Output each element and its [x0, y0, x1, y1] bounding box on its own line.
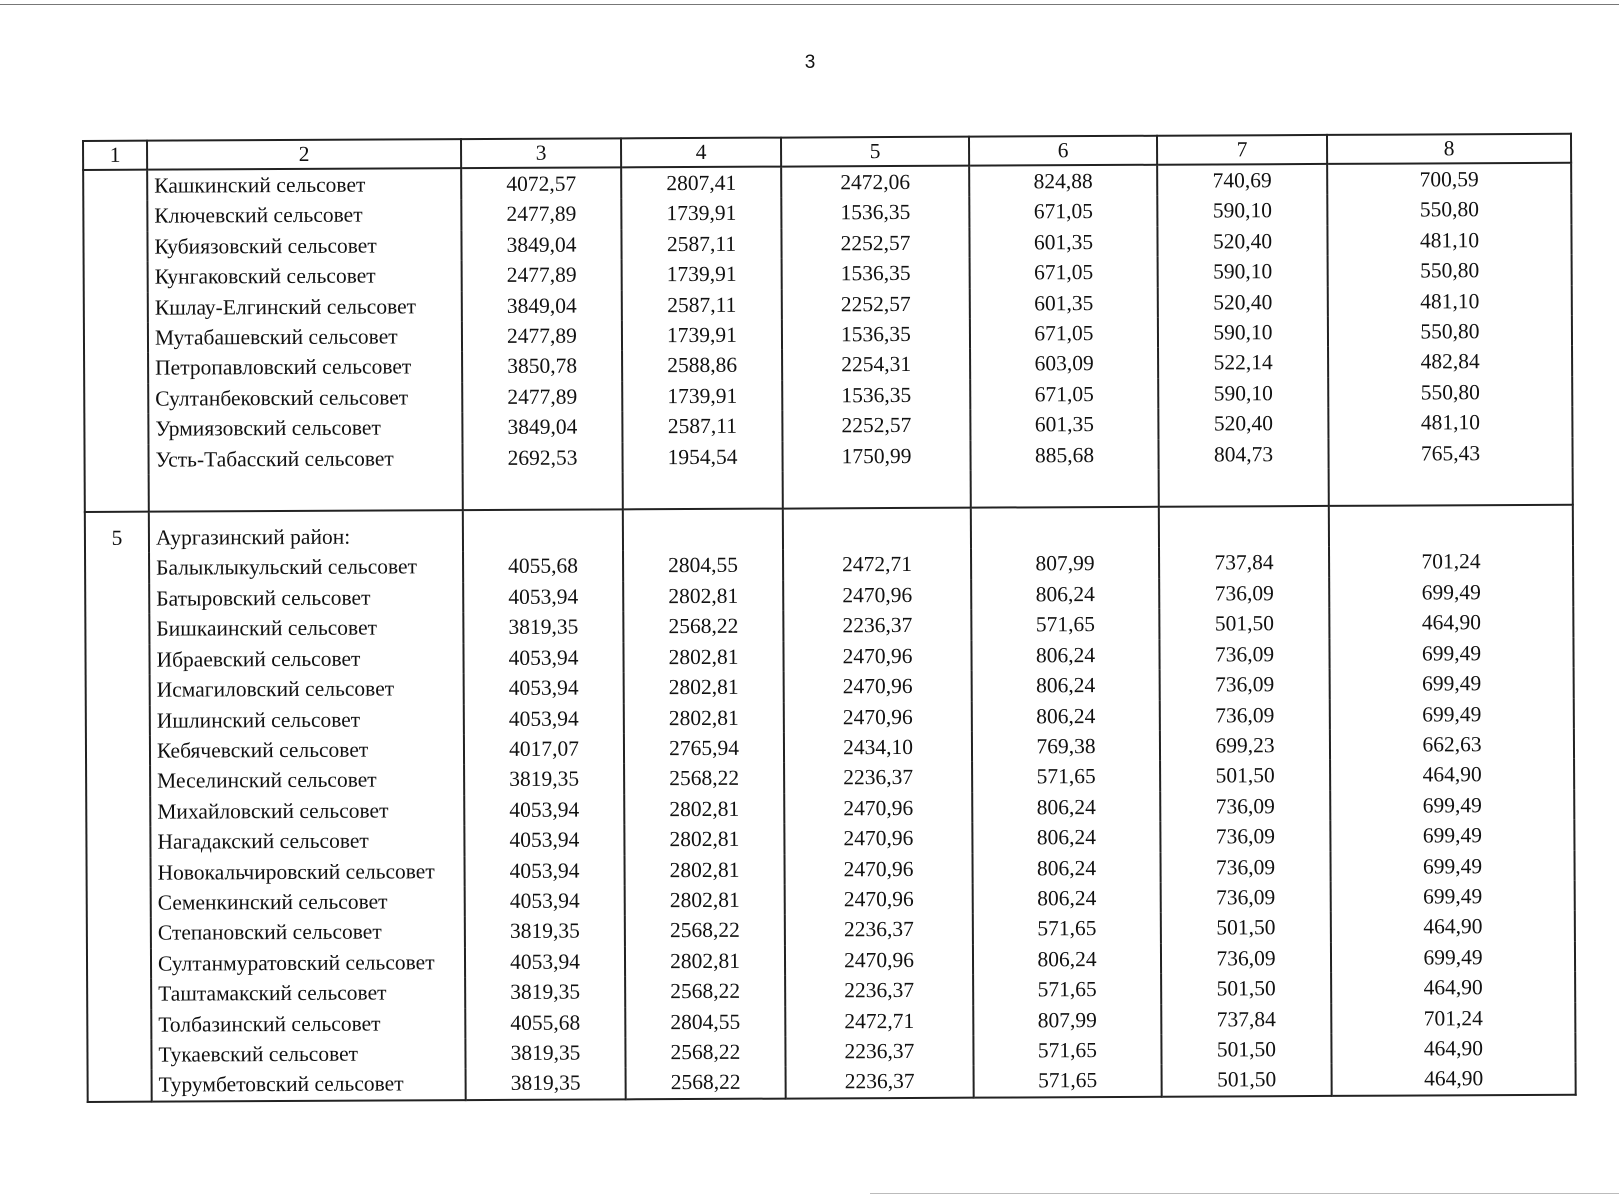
value-cell: 2252,57 — [782, 288, 970, 319]
value-cell: 736,09 — [1161, 943, 1331, 974]
value-cell: 2802,81 — [624, 824, 784, 855]
value-cell: 700,59 — [1327, 163, 1571, 196]
value-cell: 1954,54 — [622, 441, 782, 472]
row-number-cell — [83, 231, 147, 262]
value-cell: 2477,89 — [461, 199, 621, 230]
table-row — [88, 1063, 1576, 1102]
row-number-cell: 5 — [85, 512, 149, 554]
value-cell: 571,65 — [973, 974, 1161, 1005]
value-cell: 522,14 — [1158, 347, 1328, 378]
value-cell: 1739,91 — [621, 198, 781, 229]
row-number-cell — [86, 736, 150, 767]
value-cell: 2236,37 — [783, 610, 971, 641]
value-cell: 2470,96 — [785, 884, 973, 915]
value-cell: 699,49 — [1329, 577, 1573, 609]
row-number-cell — [85, 475, 149, 512]
value-cell: 2470,96 — [783, 640, 971, 671]
value-cell — [783, 508, 971, 550]
row-number-cell — [88, 1070, 152, 1102]
value-cell: 550,80 — [1327, 194, 1571, 226]
tariff-table — [82, 133, 1577, 1103]
value-cell: 501,50 — [1161, 912, 1331, 943]
scan-bottom-line — [870, 1193, 1619, 1194]
value-cell: 2254,31 — [782, 349, 970, 380]
value-cell: 520,40 — [1158, 287, 1328, 318]
value-cell: 3849,04 — [462, 412, 622, 443]
row-number-cell — [84, 262, 148, 293]
value-cell: 806,24 — [972, 822, 1160, 853]
value-cell: 2568,22 — [623, 611, 783, 642]
value-cell: 804,73 — [1158, 439, 1328, 470]
value-cell: 3849,04 — [462, 290, 622, 321]
value-cell: 2587,11 — [622, 411, 782, 442]
row-number-cell — [87, 888, 151, 919]
value-cell: 482,84 — [1328, 346, 1572, 378]
value-cell: 4017,07 — [464, 733, 624, 764]
value-cell: 2568,22 — [625, 1037, 785, 1068]
value-cell: 806,24 — [972, 670, 1160, 701]
settlement-name-cell — [149, 473, 463, 512]
header-cell: 7 — [1157, 135, 1327, 165]
value-cell: 736,09 — [1160, 851, 1330, 882]
section-1 — [83, 163, 1573, 512]
value-cell — [1159, 469, 1329, 507]
value-cell — [623, 472, 783, 510]
value-cell: 2587,11 — [622, 289, 782, 320]
value-cell: 571,65 — [974, 1065, 1162, 1097]
value-cell: 481,10 — [1328, 407, 1572, 439]
value-cell: 2472,06 — [781, 166, 969, 198]
value-cell: 603,09 — [970, 348, 1158, 379]
value-cell: 2472,71 — [785, 1005, 973, 1036]
row-number-cell — [85, 644, 149, 675]
value-cell: 671,05 — [970, 318, 1158, 349]
section-2 — [85, 505, 1576, 1102]
settlement-name-cell: Степановский сельсовет — [151, 916, 465, 948]
value-cell: 806,24 — [972, 700, 1160, 731]
row-number-cell — [86, 675, 150, 706]
value-cell: 807,99 — [973, 1004, 1161, 1035]
row-number-cell — [86, 827, 150, 858]
value-cell: 501,50 — [1161, 973, 1331, 1004]
settlement-name-cell: Урмиязовский сельсовет — [148, 412, 462, 444]
settlement-name-cell: Ибраевский сельсовет — [149, 643, 463, 675]
value-cell — [971, 507, 1159, 549]
value-cell: 736,09 — [1159, 578, 1329, 609]
settlement-name-cell: Нагадакский сельсовет — [150, 825, 464, 857]
settlement-name-cell: Батыровский сельсовет — [149, 582, 463, 614]
settlement-name-cell: Меселинский сельсовет — [150, 764, 464, 796]
value-cell: 2568,22 — [626, 1067, 786, 1099]
row-number-cell — [83, 201, 147, 232]
value-cell: 2802,81 — [625, 854, 785, 885]
value-cell: 4055,68 — [465, 1007, 625, 1038]
value-cell: 2568,22 — [624, 763, 784, 794]
row-number-cell — [86, 796, 150, 827]
settlement-name-cell: Петропавловский сельсовет — [148, 352, 462, 384]
header-cell: 1 — [83, 141, 147, 170]
value-cell: 3850,78 — [462, 351, 622, 382]
row-number-cell — [84, 323, 148, 354]
settlement-name-cell: Мутабашевский сельсовет — [148, 321, 462, 353]
value-cell: 2434,10 — [784, 732, 972, 763]
value-cell: 2252,57 — [781, 227, 969, 258]
value-cell — [1159, 506, 1329, 548]
value-cell: 4072,57 — [461, 167, 621, 199]
value-cell: 824,88 — [969, 165, 1157, 197]
value-cell: 571,65 — [971, 609, 1159, 640]
row-number-cell — [87, 857, 151, 888]
value-cell: 4053,94 — [464, 824, 624, 855]
settlement-name-cell: Усть-Табасский сельсовет — [148, 443, 462, 475]
header-cell: 2 — [147, 139, 461, 170]
value-cell: 4053,94 — [465, 885, 625, 916]
value-cell: 601,35 — [969, 227, 1157, 258]
value-cell: 1536,35 — [782, 319, 970, 350]
settlement-name-cell: Аургазинский район: — [149, 510, 463, 553]
value-cell: 2236,37 — [785, 1036, 973, 1067]
value-cell: 2802,81 — [623, 580, 783, 611]
value-cell: 2765,94 — [624, 732, 784, 763]
value-cell: 2470,96 — [784, 671, 972, 702]
value-cell: 2470,96 — [784, 701, 972, 732]
settlement-name-cell: Семенкинский сельсовет — [151, 886, 465, 918]
value-cell: 4053,94 — [465, 855, 625, 886]
value-cell: 765,43 — [1328, 437, 1572, 469]
value-cell: 1750,99 — [782, 440, 970, 471]
value-cell: 464,90 — [1331, 911, 1575, 943]
row-number-cell — [87, 1040, 151, 1071]
value-cell: 571,65 — [973, 1035, 1161, 1066]
value-cell: 2470,96 — [784, 792, 972, 823]
value-cell: 2236,37 — [785, 914, 973, 945]
row-number-cell — [84, 414, 148, 445]
value-cell: 2587,11 — [621, 228, 781, 259]
value-cell: 2568,22 — [625, 976, 785, 1007]
settlement-name-cell: Кебячевский сельсовет — [150, 734, 464, 766]
value-cell — [463, 472, 623, 510]
value-cell: 4053,94 — [463, 581, 623, 612]
header-cell: 6 — [969, 136, 1157, 166]
value-cell: 3819,35 — [464, 764, 624, 795]
value-cell: 501,50 — [1160, 760, 1330, 791]
value-cell: 2470,96 — [784, 823, 972, 854]
value-cell: 3819,35 — [466, 1068, 626, 1100]
value-cell: 2804,55 — [623, 550, 783, 581]
value-cell: 736,09 — [1160, 821, 1330, 852]
row-number-cell — [83, 170, 147, 202]
value-cell: 699,49 — [1329, 637, 1573, 669]
value-cell: 806,24 — [972, 852, 1160, 883]
value-cell: 699,23 — [1160, 730, 1330, 761]
row-number-cell — [85, 584, 149, 615]
value-cell: 590,10 — [1158, 317, 1328, 348]
value-cell — [1329, 505, 1573, 548]
value-cell: 2472,71 — [783, 549, 971, 580]
value-cell: 2802,81 — [624, 672, 784, 703]
value-cell: 571,65 — [973, 913, 1161, 944]
value-cell: 1536,35 — [781, 197, 969, 228]
value-cell: 2802,81 — [625, 945, 785, 976]
value-cell: 2236,37 — [786, 1066, 974, 1098]
row-number-cell — [84, 444, 148, 475]
settlement-name-cell: Толбазинский сельсовет — [151, 1008, 465, 1040]
row-number-cell — [86, 705, 150, 736]
settlement-name-cell: Кшлау-Елгинский сельсовет — [148, 291, 462, 323]
value-cell: 464,90 — [1329, 607, 1573, 639]
value-cell: 520,40 — [1157, 226, 1327, 257]
settlement-name-cell: Исмагиловский сельсовет — [150, 673, 464, 705]
value-cell — [971, 470, 1159, 508]
value-cell: 806,24 — [971, 639, 1159, 670]
value-cell: 806,24 — [972, 791, 1160, 822]
settlement-name-cell: Ишлинский сельсовет — [150, 704, 464, 736]
settlement-name-cell: Турумбетовский сельсовет — [152, 1069, 466, 1102]
header-cell: 4 — [621, 138, 781, 168]
value-cell: 2252,57 — [782, 410, 970, 441]
value-cell: 4053,94 — [464, 703, 624, 734]
value-cell: 1536,35 — [782, 258, 970, 289]
value-cell — [783, 471, 971, 509]
value-cell: 806,24 — [971, 579, 1159, 610]
value-cell: 885,68 — [970, 439, 1158, 470]
value-cell: 1739,91 — [622, 259, 782, 290]
value-cell: 671,05 — [970, 257, 1158, 288]
settlement-name-cell: Бишкаинский сельсовет — [149, 612, 463, 644]
value-cell: 2802,81 — [624, 702, 784, 733]
value-cell: 481,10 — [1328, 285, 1572, 317]
row-number-cell — [87, 979, 151, 1010]
value-cell: 737,84 — [1159, 547, 1329, 578]
value-cell: 2807,41 — [621, 167, 781, 199]
value-cell: 464,90 — [1331, 972, 1575, 1004]
value-cell: 4055,68 — [463, 551, 623, 582]
row-number-cell — [87, 948, 151, 979]
value-cell: 2692,53 — [462, 442, 622, 473]
value-cell: 550,80 — [1328, 316, 1572, 348]
row-number-cell — [85, 614, 149, 645]
value-cell: 2802,81 — [623, 641, 783, 672]
value-cell: 590,10 — [1157, 195, 1327, 226]
value-cell: 4053,94 — [464, 672, 624, 703]
settlement-name-cell: Таштамакский сельсовет — [151, 977, 465, 1009]
value-cell: 4053,94 — [464, 794, 624, 825]
settlement-name-cell: Новокальчировский сельсовет — [151, 856, 465, 888]
value-cell: 501,50 — [1161, 1034, 1331, 1065]
settlement-name-cell: Кубиязовский сельсовет — [147, 230, 461, 262]
row-number-cell — [85, 553, 149, 584]
value-cell: 464,90 — [1330, 759, 1574, 791]
row-number-cell — [87, 918, 151, 949]
value-cell: 2802,81 — [624, 793, 784, 824]
value-cell: 2568,22 — [625, 915, 785, 946]
value-cell: 3819,35 — [465, 916, 625, 947]
row-number-cell — [84, 384, 148, 415]
value-cell: 699,49 — [1330, 698, 1574, 730]
value-cell: 601,35 — [970, 287, 1158, 318]
value-cell: 2236,37 — [785, 975, 973, 1006]
settlement-name-cell: Кунгаковский сельсовет — [148, 260, 462, 292]
value-cell — [1329, 468, 1573, 506]
value-cell: 3849,04 — [461, 229, 621, 260]
value-cell: 2236,37 — [784, 762, 972, 793]
value-cell: 736,09 — [1160, 699, 1330, 730]
value-cell: 550,80 — [1328, 377, 1572, 409]
settlement-name-cell: Балыклыкульский сельсовет — [149, 552, 463, 584]
header-cell: 8 — [1327, 134, 1571, 164]
value-cell: 736,09 — [1160, 791, 1330, 822]
value-cell: 2477,89 — [462, 381, 622, 412]
value-cell: 2470,96 — [784, 853, 972, 884]
value-cell: 699,49 — [1331, 881, 1575, 913]
value-cell — [463, 509, 623, 551]
value-cell: 601,35 — [970, 409, 1158, 440]
value-cell: 501,50 — [1159, 608, 1329, 639]
value-cell: 740,69 — [1157, 164, 1327, 196]
value-cell: 736,09 — [1159, 639, 1329, 670]
scan-edge-line — [0, 4, 1619, 5]
value-cell: 3819,35 — [465, 1037, 625, 1068]
value-cell: 737,84 — [1161, 1003, 1331, 1034]
value-cell: 699,49 — [1330, 789, 1574, 821]
value-cell: 2477,89 — [462, 260, 622, 291]
value-cell: 3819,35 — [465, 977, 625, 1008]
value-cell: 590,10 — [1158, 256, 1328, 287]
value-cell: 2470,96 — [783, 580, 971, 611]
value-cell: 2804,55 — [625, 1006, 785, 1037]
value-cell: 3819,35 — [463, 612, 623, 643]
page-number: 3 — [804, 52, 816, 73]
value-cell: 701,24 — [1329, 546, 1573, 578]
value-cell: 807,99 — [971, 548, 1159, 579]
value-cell: 699,49 — [1330, 850, 1574, 882]
settlement-name-cell: Тукаевский сельсовет — [151, 1038, 465, 1070]
value-cell: 699,49 — [1330, 668, 1574, 700]
value-cell: 464,90 — [1332, 1063, 1576, 1096]
value-cell: 2588,86 — [622, 350, 782, 381]
value-cell: 769,38 — [972, 731, 1160, 762]
value-cell: 2802,81 — [625, 885, 785, 916]
value-cell — [623, 509, 783, 551]
value-cell: 4053,94 — [465, 946, 625, 977]
value-cell: 550,80 — [1328, 255, 1572, 287]
value-cell: 1739,91 — [622, 320, 782, 351]
row-number-cell — [87, 1009, 151, 1040]
value-cell: 4053,94 — [463, 642, 623, 673]
row-number-cell — [86, 766, 150, 797]
header-cell: 3 — [461, 138, 621, 168]
value-cell: 701,24 — [1331, 1002, 1575, 1034]
settlement-name-cell: Султанбековский сельсовет — [148, 382, 462, 414]
value-cell: 520,40 — [1158, 408, 1328, 439]
value-cell: 662,63 — [1330, 729, 1574, 761]
value-cell: 806,24 — [973, 883, 1161, 914]
settlement-name-cell: Кашкинский сельсовет — [147, 168, 461, 201]
value-cell: 464,90 — [1331, 1033, 1575, 1065]
row-number-cell — [84, 353, 148, 384]
value-cell: 1536,35 — [782, 380, 970, 411]
value-cell: 590,10 — [1158, 378, 1328, 409]
value-cell: 699,49 — [1331, 941, 1575, 973]
value-cell: 736,09 — [1161, 882, 1331, 913]
header-cell: 5 — [781, 137, 969, 167]
value-cell: 671,05 — [970, 379, 1158, 410]
value-cell: 736,09 — [1160, 669, 1330, 700]
value-cell: 2470,96 — [785, 944, 973, 975]
value-cell: 1739,91 — [622, 380, 782, 411]
value-cell: 2477,89 — [462, 320, 622, 351]
value-cell: 481,10 — [1327, 225, 1571, 257]
value-cell: 501,50 — [1162, 1064, 1332, 1096]
value-cell: 571,65 — [972, 761, 1160, 792]
value-cell: 699,49 — [1330, 820, 1574, 852]
row-number-cell — [84, 292, 148, 323]
value-cell: 671,05 — [969, 196, 1157, 227]
settlement-name-cell: Ключевский сельсовет — [147, 200, 461, 232]
table-row — [85, 505, 1573, 554]
settlement-name-cell: Султанмуратовский сельсовет — [151, 947, 465, 979]
settlement-name-cell: Михайловский сельсовет — [150, 795, 464, 827]
value-cell: 806,24 — [973, 943, 1161, 974]
